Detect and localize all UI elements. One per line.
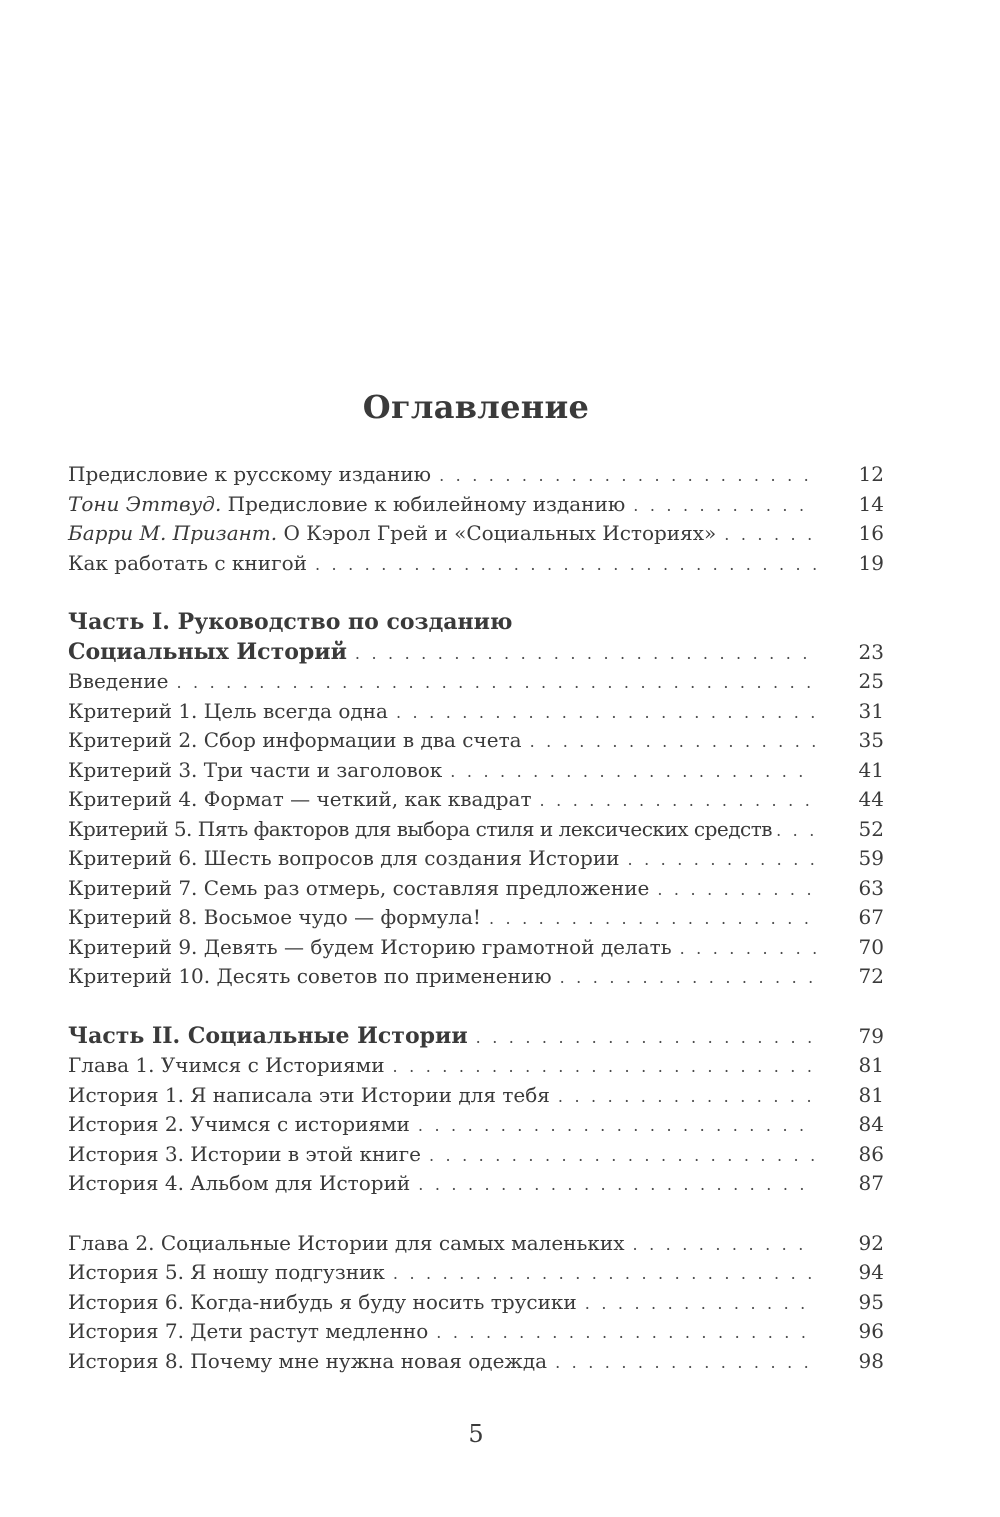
toc-page-number: 94: [858, 1260, 884, 1284]
toc-page-number: 81: [858, 1053, 884, 1077]
toc-entry-how-to-use[interactable]: [68, 549, 884, 579]
toc-entry-label: История 1. Я написала эти Истории для тебя: [68, 1082, 550, 1107]
dot-leader: [776, 816, 820, 846]
dot-leader: [393, 1259, 816, 1289]
toc-page-number: 63: [858, 875, 884, 900]
toc-entry-label: История 4. Альбом для Историй: [68, 1171, 411, 1195]
toc-entry[interactable]: [68, 874, 884, 904]
spacer: [68, 578, 884, 608]
toc-entry-author: Тони Эттвуд.: [68, 491, 222, 516]
dot-leader: [393, 1052, 816, 1082]
toc-entry-label: История 8. Почему мне нужна новая одежда: [68, 1348, 548, 1373]
toc-entry[interactable]: [68, 1169, 884, 1199]
toc-page-number: 84: [858, 1112, 884, 1136]
toc-entry[interactable]: [68, 815, 884, 845]
toc-entry-chapter[interactable]: [68, 1229, 884, 1259]
toc-page-number: 67: [858, 905, 884, 929]
toc-entry-part2[interactable]: [68, 1022, 884, 1052]
toc-entry[interactable]: [68, 1317, 884, 1347]
toc-entry[interactable]: [68, 844, 884, 874]
toc-page-number: 14: [858, 491, 884, 516]
spacer: [68, 1199, 884, 1229]
toc-page-number: 70: [858, 934, 884, 959]
toc-entry-label: Критерий 8. Восьмое чудо — формула!: [68, 905, 481, 929]
dot-leader: [476, 1023, 816, 1053]
toc-entry-label: [68, 519, 716, 549]
toc-entry-part1[interactable]: [68, 638, 884, 668]
dot-leader: [429, 1141, 816, 1171]
toc-entry[interactable]: [68, 756, 884, 786]
toc-page-number: 92: [858, 1230, 884, 1255]
toc-page-number: 31: [858, 698, 884, 723]
dot-leader: [585, 1289, 816, 1319]
spacer: [68, 992, 884, 1022]
toc-page-number: 41: [858, 757, 884, 782]
dot-leader: [560, 963, 816, 993]
part1-heading-line2: Социальных Историй: [68, 638, 347, 665]
toc-page-number: 95: [858, 1289, 884, 1314]
toc-page-number: 19: [858, 550, 884, 575]
toc-page-number: 35: [858, 728, 884, 752]
toc-entry[interactable]: [68, 962, 884, 992]
toc-entry[interactable]: [68, 1140, 884, 1170]
toc-entry-label: Критерий 10. Десять советов по применению: [68, 964, 552, 988]
toc-entry[interactable]: [68, 667, 884, 697]
toc-entry-label: История 5. Я ношу подгузник: [68, 1260, 385, 1284]
toc-entry[interactable]: [68, 785, 884, 815]
toc-page-number: 59: [858, 846, 884, 870]
toc-entry-label: Критерий 2. Сбор информации в два счета: [68, 728, 522, 752]
toc-entry[interactable]: [68, 903, 884, 933]
dot-leader: [439, 461, 816, 491]
toc-page-number: 87: [858, 1171, 884, 1195]
toc-entry-preface-russian[interactable]: [68, 460, 884, 490]
dot-leader: [418, 1170, 816, 1200]
toc-entry-label: Предисловие к русскому изданию: [68, 462, 432, 486]
toc-entry-label: История 2. Учимся с историями: [68, 1112, 410, 1136]
toc-entry-label: Введение: [68, 669, 169, 693]
toc-entry[interactable]: [68, 1110, 884, 1140]
toc-page-number: 72: [858, 964, 884, 988]
toc-entry[interactable]: [68, 726, 884, 756]
toc-page-number: 23: [858, 639, 884, 664]
dot-leader: [724, 520, 816, 550]
toc-entry[interactable]: [68, 1258, 884, 1288]
toc-entry[interactable]: [68, 1347, 884, 1377]
dot-leader: [633, 491, 816, 521]
toc-entry-label: История 3. Истории в этой книге: [68, 1141, 421, 1166]
toc-entry-label: Критерий 9. Девять — будем Историю грамотной делать: [68, 934, 672, 959]
dot-leader: [540, 786, 816, 816]
part2-heading: Часть II. Социальные Истории: [68, 1022, 468, 1049]
dot-leader: [680, 934, 816, 964]
toc-page-number: 79: [858, 1023, 884, 1048]
toc-entry-label: Критерий 7. Семь раз отмерь, составляя предложение: [68, 875, 650, 900]
dot-leader: [450, 757, 816, 787]
toc-entry-title: О Кэрол Грей и «Социальных Историях»: [277, 521, 717, 545]
toc-entry-label: Глава 2. Социальные Истории для самых маленьких: [68, 1230, 625, 1255]
dot-leader: [315, 550, 816, 580]
toc-entry-chapter[interactable]: [68, 1051, 884, 1081]
toc-page-number: 44: [858, 787, 884, 811]
dot-leader: [558, 1082, 816, 1112]
toc-entry-title: Предисловие к юбилейному изданию: [221, 491, 626, 516]
toc-entry-label: Глава 1. Учимся с Историями: [68, 1053, 385, 1077]
toc-page-number: 96: [858, 1319, 884, 1343]
dot-leader: [355, 639, 816, 669]
toc-entry-label: История 6. Когда-нибудь я буду носить трусики: [68, 1289, 577, 1314]
toc-page-number: 12: [858, 462, 884, 486]
dot-leader: [657, 875, 816, 905]
toc-page-number: 16: [858, 521, 884, 545]
toc-entry[interactable]: [68, 1081, 884, 1111]
toc-entry-label: Как работать с книгой: [68, 550, 307, 575]
dot-leader: [555, 1348, 816, 1378]
toc-entry-label: [68, 490, 625, 520]
toc-page-number: 52: [858, 816, 884, 841]
toc-entry-label: История 7. Дети растут медленно: [68, 1319, 429, 1343]
toc-entry-preface-anniversary[interactable]: [68, 490, 884, 520]
dot-leader: [396, 698, 816, 728]
toc-entry-about-carol-gray[interactable]: [68, 519, 884, 549]
toc-page-number: 81: [858, 1082, 884, 1107]
dot-leader: [418, 1111, 816, 1141]
toc-entry-author: Барри М. Призант.: [68, 521, 278, 545]
toc-entry-label: Критерий 1. Цель всегда одна: [68, 698, 388, 723]
toc-entry[interactable]: [68, 933, 884, 963]
dot-leader: [176, 668, 816, 698]
dot-leader: [436, 1318, 816, 1348]
toc-entry-label: Критерий 3. Три части и заголовок: [68, 757, 443, 782]
page-number: 5: [468, 1420, 484, 1448]
toc-entry-label: Критерий 6. Шесть вопросов для создания Истории: [68, 846, 620, 870]
page-title: Оглавление: [362, 388, 590, 426]
toc-page-number: 98: [858, 1348, 884, 1373]
toc-entry-label: Критерий 4. Формат — четкий, как квадрат: [68, 787, 532, 811]
toc-page-number: 86: [858, 1141, 884, 1166]
dot-leader: [628, 845, 816, 875]
toc-entry[interactable]: [68, 697, 884, 727]
toc-entry-label: Критерий 5. Пять факторов для выбора стиля и лексических средств: [68, 816, 773, 841]
toc-page-number: 25: [858, 669, 884, 693]
dot-leader: [489, 904, 816, 934]
table-of-contents: [68, 460, 884, 1376]
dot-leader: [530, 727, 816, 757]
dot-leader: [633, 1230, 817, 1260]
toc-entry[interactable]: [68, 1288, 884, 1318]
part1-heading-line1[interactable]: Часть I. Руководство по созданию: [68, 609, 513, 635]
